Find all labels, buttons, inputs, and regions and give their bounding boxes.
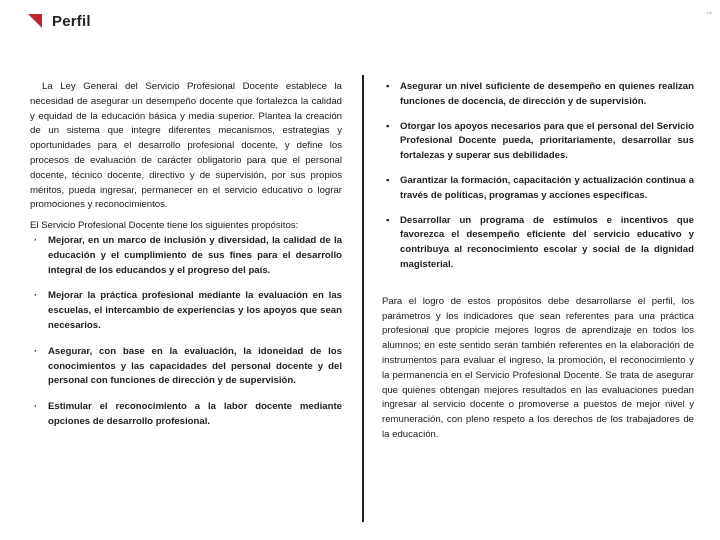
list-item: · Mejorar, en un marco de inclusión y diversidad, la calidad de la educación y el cumplimiento de sus fines para el desarrollo integral de los educandos y el progreso del país. bbox=[34, 234, 342, 276]
list-item: ▪ Otorgar los apoyos necesarios para que el personal del Servicio Profesional Docente pueda, prioritariamente, desarrollar sus fortalezas y superar sus debilidades. bbox=[386, 120, 694, 162]
left-column bbox=[30, 80, 342, 441]
red-chevron-icon bbox=[26, 12, 44, 30]
right-column bbox=[382, 80, 694, 443]
list-item: ▪ Desarrollar un programa de estímulos e incentivos que favorezca el desempeño eficiente del servicio educativo y contribuya al reconocimiento escolar y social de la dignidad magisterial. bbox=[386, 214, 694, 270]
section-header bbox=[26, 12, 91, 30]
purposes-lead: El Servicio Profesional Docente tiene los siguientes propósitos: bbox=[30, 220, 299, 232]
page-number: 1/6 bbox=[706, 10, 712, 15]
page-title: Perfil bbox=[52, 12, 91, 30]
closing-paragraph: Para el logro de estos propósitos debe desarrollarse el perfil, los parámetros y los indicadores que sean referentes para una práctica profesional que propicie mejores logros de aprendizaje en todos los alumnos; en este sentido serán también referentes en la elaboración de instrumentos para evaluar el ingreso, la promoción, el reconocimiento y la permanencia en el Servicio Profesional Docente. Se trata de asegurar que quienes obtengan mejores resultados en las evaluaciones puedan ingresar al servicio docente o promoverse a puestos de mejor nivel y remuneración, con pleno respeto a los derechos de los trabajadores de la educación. bbox=[382, 295, 694, 440]
list-item: · Estimular el reconocimiento a la labor docente mediante opciones de desarrollo profesional. bbox=[34, 401, 342, 427]
column-divider bbox=[362, 75, 364, 522]
list-item: · Asegurar, con base en la evaluación, la idoneidad de los conocimientos y las capacidades del personal docente y del personal con funciones de dirección y de supervisión. bbox=[34, 345, 342, 387]
purposes-list-left bbox=[30, 234, 342, 430]
list-item: · Mejorar la práctica profesional mediante la evaluación en las escuelas, el intercambio de experiencias y los apoyos que sean necesarios. bbox=[34, 290, 342, 331]
purposes-list-right bbox=[382, 80, 694, 273]
list-item: ▪ Asegurar un nivel suficiente de desempeño en quienes realizan funciones de docencia, de dirección y de supervisión. bbox=[386, 81, 694, 107]
list-item: ▪ Garantizar la formación, capacitación y actualización continua a través de políticas, programas y acciones específicas. bbox=[386, 174, 694, 201]
intro-paragraph: La Ley General del Servicio Profesional Docente establece la necesidad de asegurar un desempeño docente que fortalezca la calidad y equidad de la educación básica y media superior. Plantea la creación de un sistema que integre diferentes mecanismos, estrategias y oportunidades para el desarrollo profesional docente, y define los procesos de evaluación de carácter obligatorio para que el personal docente, técnico docente, directivo y de supervisión, por sus propios méritos, pueda ingresar, permanecer en el servicio educativo o lograr promociones y reconocimientos. bbox=[30, 81, 342, 211]
